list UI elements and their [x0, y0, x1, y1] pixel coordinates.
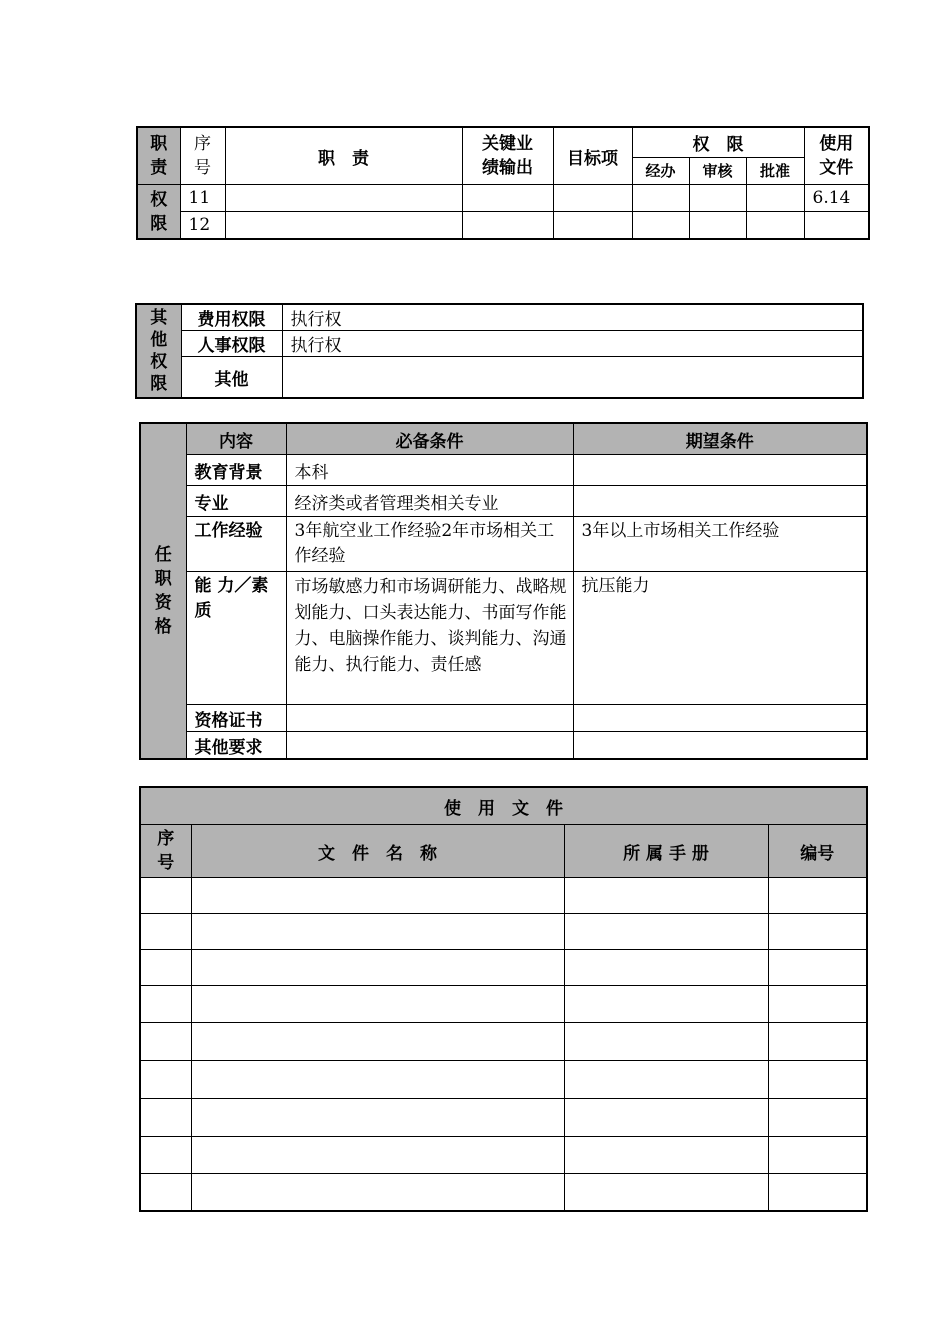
table-cell: [746, 212, 804, 240]
table-cell: [768, 878, 867, 914]
row-expected: [573, 732, 867, 760]
table-cell: [768, 1137, 867, 1174]
table-cell: [191, 878, 564, 914]
table-row: [140, 1174, 867, 1212]
table-cell: [768, 1061, 867, 1099]
table-row: [137, 212, 869, 240]
table-row: [140, 572, 867, 705]
table-cell: [191, 1174, 564, 1212]
seq-header: 序 号: [180, 127, 225, 185]
duty-column-header: 职 责: [225, 127, 462, 185]
required-header: 必备条件: [286, 423, 573, 455]
table-cell: [140, 914, 191, 950]
table-cell: [564, 1023, 768, 1061]
table-cell: [191, 914, 564, 950]
used-documents-title: 使 用 文 件: [140, 787, 867, 825]
table-cell: [768, 1023, 867, 1061]
table-row: [140, 1023, 867, 1061]
table-row: [140, 914, 867, 950]
row-doc: 6.14: [804, 185, 869, 212]
table-row: [140, 950, 867, 986]
authority-header: 权 限: [632, 127, 804, 157]
row-label: 工作经验: [186, 517, 286, 572]
content-header: 内容: [186, 423, 286, 455]
table-cell: [553, 212, 632, 240]
table-cell: [768, 986, 867, 1023]
docs-header: 使用 文件: [804, 127, 869, 185]
table-cell: [140, 878, 191, 914]
row-expected: [573, 705, 867, 732]
table-cell: [768, 950, 867, 986]
row-label: 专业: [186, 486, 286, 517]
expected-header: 期望条件: [573, 423, 867, 455]
other-authority-label: 其 他 权 限: [136, 304, 181, 398]
table-cell: [140, 1099, 191, 1137]
doc-code-header: 编号: [768, 825, 867, 878]
table-row: [140, 878, 867, 914]
table-cell: [140, 986, 191, 1023]
table-cell: [564, 950, 768, 986]
table-cell: [140, 1137, 191, 1174]
table-cell: [140, 1023, 191, 1061]
sub-header-handle: 经办: [632, 157, 689, 184]
table-cell: [689, 185, 746, 212]
duty-header: 职 责: [137, 127, 180, 185]
table-cell: [191, 950, 564, 986]
table-cell: [191, 1061, 564, 1099]
personnel-authority-value: 执行权: [282, 331, 863, 357]
table-cell: [191, 986, 564, 1023]
row-required: 市场敏感力和市场调研能力、战略规划能力、口头表达能力、书面写作能力、电脑操作能力、谈判能力、沟通能力、执行能力、责任感: [286, 572, 573, 705]
table-cell: [564, 1174, 768, 1212]
sub-header-approve: 批准: [746, 157, 804, 184]
table-row: [140, 1061, 867, 1099]
table-row: [140, 517, 867, 572]
row-label: 资格证书: [186, 705, 286, 732]
authority-row-label: 权 限: [137, 185, 180, 240]
other-value: [282, 357, 863, 399]
kpi-header: 关键业 绩输出: [462, 127, 553, 185]
row-expected: [573, 455, 867, 486]
row-required: 3年航空业工作经验2年市场相关工作经验: [286, 517, 573, 572]
row-number: 12: [180, 212, 225, 240]
table-cell: [191, 1137, 564, 1174]
table-cell: [564, 986, 768, 1023]
table-cell: [462, 185, 553, 212]
table-cell: [768, 914, 867, 950]
table-row: [140, 986, 867, 1023]
table-cell: [564, 878, 768, 914]
doc-manual-header: 所 属 手 册: [564, 825, 768, 878]
row-required: [286, 705, 573, 732]
table-cell: [564, 914, 768, 950]
table-row: [137, 185, 869, 212]
table-cell: [140, 1174, 191, 1212]
table-cell: [462, 212, 553, 240]
duty-authority-table: [136, 126, 870, 240]
expense-authority-value: 执行权: [282, 304, 863, 331]
other-label: 其他: [181, 357, 282, 399]
table-cell: [564, 1099, 768, 1137]
table-row: [140, 1099, 867, 1137]
table-cell: [768, 1099, 867, 1137]
table-cell: [632, 185, 689, 212]
table-cell: [553, 185, 632, 212]
table-row: [140, 1137, 867, 1174]
personnel-authority-label: 人事权限: [181, 331, 282, 357]
doc-name-header: 文 件 名 称: [191, 825, 564, 878]
table-cell: [689, 212, 746, 240]
table-cell: [140, 950, 191, 986]
table-cell: [225, 185, 462, 212]
table-row: [140, 455, 867, 486]
table-cell: [225, 212, 462, 240]
table-row: [140, 732, 867, 760]
table-row: [140, 486, 867, 517]
table-cell: [768, 1174, 867, 1212]
row-label: 能 力／素质: [186, 572, 286, 705]
target-header: 目标项: [553, 127, 632, 185]
row-label: 教育背景: [186, 455, 286, 486]
table-cell: [564, 1137, 768, 1174]
row-expected: [573, 486, 867, 517]
expense-authority-label: 费用权限: [181, 304, 282, 331]
row-expected: 抗压能力: [573, 572, 867, 705]
table-cell: [191, 1023, 564, 1061]
row-number: 11: [180, 185, 225, 212]
table-cell: [746, 185, 804, 212]
table-cell: [564, 1061, 768, 1099]
qualification-table: [139, 422, 868, 760]
row-doc: [804, 212, 869, 240]
qualification-label: 任 职 资 格: [140, 423, 186, 759]
row-expected: 3年以上市场相关工作经验: [573, 517, 867, 572]
table-cell: [632, 212, 689, 240]
row-label: 其他要求: [186, 732, 286, 760]
row-required: 本科: [286, 455, 573, 486]
other-authority-table: [135, 303, 864, 399]
used-documents-table: [139, 786, 868, 1212]
row-required: [286, 732, 573, 760]
table-row: [140, 705, 867, 732]
row-required: 经济类或者管理类相关专业: [286, 486, 573, 517]
sub-header-review: 审核: [689, 157, 746, 184]
table-cell: [191, 1099, 564, 1137]
table-cell: [140, 1061, 191, 1099]
doc-seq-header: 序 号: [140, 825, 191, 878]
